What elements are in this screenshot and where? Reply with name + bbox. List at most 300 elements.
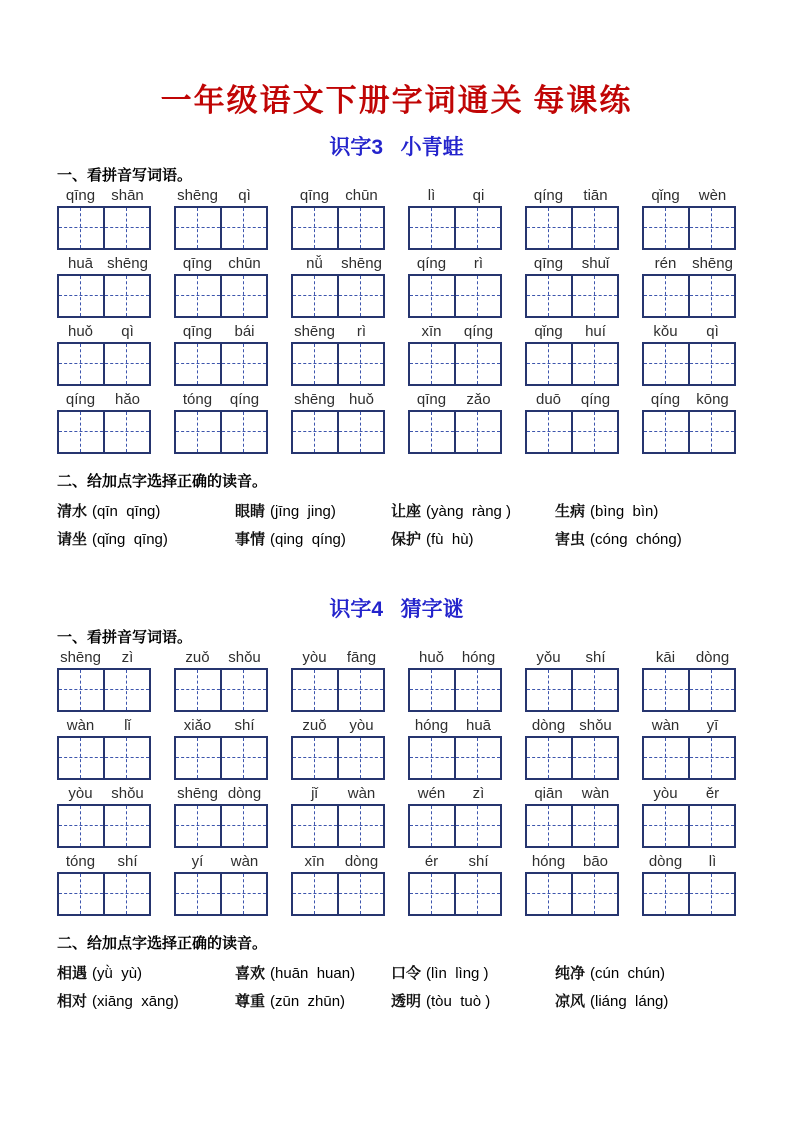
writing-grid: [408, 206, 502, 250]
pinyin-syllable-2: wàn: [347, 785, 376, 802]
pinyin-syllable-2: lǐ: [124, 717, 131, 734]
pinyin-grid-row: [57, 648, 736, 716]
pinyin-syllable-1: huǒ: [418, 649, 445, 666]
pinyin-label: [174, 852, 268, 872]
pronunciation-choices: [57, 498, 736, 554]
writing-grid: [525, 206, 619, 250]
grid-cell: [103, 344, 149, 384]
word-write-group: [57, 254, 151, 322]
pinyin-grid-row: [57, 852, 736, 920]
pinyin-syllable-1: yǒu: [536, 649, 561, 666]
writing-grid: [291, 274, 385, 318]
word-write-group: [174, 254, 268, 322]
pinyin-label: [57, 784, 151, 804]
pinyin-label: [174, 784, 268, 804]
pinyin-syllable-1: huā: [67, 255, 94, 272]
pinyin-grid-rows: [57, 186, 736, 458]
writing-grid: [174, 206, 268, 250]
word-write-group: [291, 852, 385, 920]
grid-cell: [293, 874, 337, 914]
pinyin-syllable-2: chūn: [345, 187, 378, 204]
pinyin-label: [174, 648, 268, 668]
pinyin-label: [57, 254, 151, 274]
grid-cell: [337, 670, 383, 710]
grid-cell: [688, 276, 734, 316]
grid-cell: [454, 670, 500, 710]
word-write-group: [57, 852, 151, 920]
writing-grid: [57, 342, 151, 386]
writing-grid: [525, 410, 619, 454]
grid-cell: [644, 276, 688, 316]
grid-cell: [220, 738, 266, 778]
pinyin-syllable-2: qíng: [229, 391, 260, 408]
grid-cell: [644, 208, 688, 248]
pinyin-syllable-1: wén: [417, 785, 446, 802]
pinyin-syllable-2: zì: [472, 785, 485, 802]
grid-cell: [176, 874, 220, 914]
grid-cell: [410, 738, 454, 778]
pinyin-syllable-1: kǒu: [653, 323, 678, 340]
pinyin-label: [642, 322, 736, 342]
pinyin-syllable-1: qīng: [299, 187, 330, 204]
pinyin-syllable-2: qíng: [580, 391, 611, 408]
grid-cell: [454, 276, 500, 316]
pinyin-syllable-2: yòu: [349, 717, 374, 734]
writing-grid: [57, 668, 151, 712]
grid-cell: [454, 874, 500, 914]
pinyin-syllable-1: qīng: [182, 323, 213, 340]
grid-cell: [688, 208, 734, 248]
part2-heading: 二、给加点字选择正确的读音。: [57, 935, 268, 952]
pinyin-syllable-1: yòu: [302, 649, 327, 666]
word-write-group: [642, 852, 736, 920]
pinyin-syllable-2: huí: [585, 323, 606, 340]
grid-cell: [454, 344, 500, 384]
pinyin-label: [525, 322, 619, 342]
choice-word: 喜欢: [235, 965, 266, 982]
pinyin-syllable-1: xīn: [421, 323, 442, 340]
pinyin-syllable-1: dòng: [531, 717, 566, 734]
pinyin-syllable-2: zì: [121, 649, 134, 666]
pinyin-syllable-2: huǒ: [348, 391, 375, 408]
choice-options: (yǜ yù): [92, 965, 143, 982]
grid-cell: [571, 738, 617, 778]
pinyin-label: [174, 390, 268, 410]
choice-item: [555, 960, 736, 988]
pinyin-label: [174, 716, 268, 736]
grid-cell: [176, 344, 220, 384]
pinyin-label: [291, 322, 385, 342]
pinyin-syllable-2: shí: [468, 853, 489, 870]
choice-word: 让座: [391, 503, 422, 520]
writing-grid: [642, 206, 736, 250]
pinyin-label: [408, 322, 502, 342]
choice-options: (xiāng xāng): [92, 993, 179, 1010]
grid-cell: [527, 412, 571, 452]
choice-options: (qǐng qīng): [92, 531, 168, 548]
choice-item: [235, 526, 391, 554]
pinyin-grid-row: [57, 186, 736, 254]
word-write-group: [408, 716, 502, 784]
pinyin-syllable-2: qì: [706, 323, 719, 340]
word-write-group: [174, 390, 268, 458]
choice-options: (fù hù): [426, 531, 474, 548]
pinyin-syllable-1: qīng: [416, 391, 447, 408]
pinyin-label: [642, 648, 736, 668]
pinyin-syllable-2: dòng: [695, 649, 730, 666]
grid-cell: [103, 738, 149, 778]
choice-word: 凉风: [555, 993, 586, 1010]
pinyin-syllable-1: yòu: [653, 785, 678, 802]
grid-cell: [220, 208, 266, 248]
grid-cell: [688, 670, 734, 710]
pinyin-syllable-1: wàn: [651, 717, 680, 734]
choice-options: (cún chún): [590, 965, 666, 982]
pinyin-syllable-2: shǒu: [111, 785, 144, 802]
word-write-group: [642, 784, 736, 852]
choice-item: [235, 988, 391, 1016]
pinyin-syllable-1: qíng: [650, 391, 681, 408]
writing-grid: [57, 736, 151, 780]
pinyin-syllable-1: shēng: [177, 187, 218, 204]
grid-cell: [644, 806, 688, 846]
grid-cell: [571, 806, 617, 846]
grid-cell: [59, 806, 103, 846]
grid-cell: [220, 670, 266, 710]
choice-item: [391, 498, 555, 526]
pinyin-label: [642, 186, 736, 206]
pinyin-syllable-1: rén: [654, 255, 677, 272]
word-write-group: [291, 784, 385, 852]
pinyin-label: [408, 186, 502, 206]
grid-cell: [527, 670, 571, 710]
grid-cell: [410, 344, 454, 384]
writing-grid: [408, 804, 502, 848]
pinyin-label: [291, 254, 385, 274]
pinyin-syllable-2: shǒu: [228, 649, 261, 666]
pinyin-label: [57, 390, 151, 410]
pinyin-grid-row: [57, 322, 736, 390]
pinyin-syllable-2: lì: [708, 853, 717, 870]
word-write-group: [174, 852, 268, 920]
pinyin-syllable-2: dòng: [227, 785, 262, 802]
writing-grid: [291, 206, 385, 250]
grid-cell: [410, 874, 454, 914]
grid-cell: [527, 738, 571, 778]
grid-cell: [103, 806, 149, 846]
writing-grid: [525, 668, 619, 712]
grid-cell: [103, 276, 149, 316]
grid-cell: [220, 806, 266, 846]
pinyin-label: [57, 322, 151, 342]
word-write-group: [642, 716, 736, 784]
pinyin-syllable-2: tiān: [583, 187, 608, 204]
pinyin-syllable-1: huǒ: [67, 323, 94, 340]
pinyin-syllable-2: dòng: [344, 853, 379, 870]
grid-cell: [293, 208, 337, 248]
writing-grid: [642, 274, 736, 318]
word-write-group: [408, 322, 502, 390]
grid-cell: [644, 738, 688, 778]
pinyin-syllable-2: ěr: [705, 785, 720, 802]
choice-word: 纯净: [555, 965, 586, 982]
pinyin-label: [408, 784, 502, 804]
pinyin-syllable-2: shān: [111, 187, 144, 204]
pinyin-syllable-2: bāo: [582, 853, 609, 870]
grid-cell: [176, 670, 220, 710]
pinyin-label: [408, 254, 502, 274]
choice-word: 眼睛: [235, 503, 266, 520]
grid-cell: [644, 344, 688, 384]
grid-cell: [644, 412, 688, 452]
choice-options: (zūn zhūn): [270, 993, 346, 1010]
pinyin-label: [642, 852, 736, 872]
writing-grid: [291, 410, 385, 454]
pinyin-label: [408, 648, 502, 668]
choice-item: [391, 988, 555, 1016]
pronunciation-choices: [57, 960, 736, 1016]
grid-cell: [454, 738, 500, 778]
word-write-group: [174, 716, 268, 784]
choice-row: [57, 988, 736, 1016]
writing-grid: [408, 872, 502, 916]
grid-cell: [220, 412, 266, 452]
choice-options: (huān huan): [270, 965, 356, 982]
choice-word: 透明: [391, 993, 422, 1010]
grid-cell: [527, 806, 571, 846]
choice-item: [235, 960, 391, 988]
pinyin-label: [525, 716, 619, 736]
grid-cell: [103, 208, 149, 248]
grid-cell: [293, 806, 337, 846]
choice-item: [57, 498, 235, 526]
word-write-group: [408, 852, 502, 920]
grid-cell: [103, 874, 149, 914]
pinyin-syllable-2: yī: [706, 717, 719, 734]
pinyin-syllable-1: qiān: [534, 785, 563, 802]
pinyin-syllable-2: hǎo: [114, 391, 141, 408]
grid-cell: [337, 806, 383, 846]
choice-options: (qing qíng): [270, 531, 346, 548]
pinyin-label: [174, 254, 268, 274]
choice-word: 请坐: [57, 531, 88, 548]
grid-cell: [337, 344, 383, 384]
choice-item: [235, 498, 391, 526]
pinyin-syllable-1: kāi: [655, 649, 676, 666]
pinyin-syllable-2: shēng: [341, 255, 382, 272]
writing-grid: [525, 804, 619, 848]
choice-item: [391, 526, 555, 554]
writing-grid: [174, 804, 268, 848]
grid-cell: [454, 806, 500, 846]
pinyin-syllable-1: yí: [191, 853, 204, 870]
grid-cell: [410, 806, 454, 846]
word-write-group: [291, 716, 385, 784]
choice-row: [57, 498, 736, 526]
pinyin-grid-row: [57, 390, 736, 458]
writing-grid: [174, 342, 268, 386]
word-write-group: [57, 390, 151, 458]
word-write-group: [57, 648, 151, 716]
pinyin-label: [408, 716, 502, 736]
choice-options: (liáng láng): [590, 993, 669, 1010]
writing-grid: [174, 410, 268, 454]
writing-grid: [57, 274, 151, 318]
pinyin-syllable-2: huā: [465, 717, 492, 734]
grid-cell: [571, 344, 617, 384]
grid-cell: [337, 874, 383, 914]
grid-cell: [59, 738, 103, 778]
writing-grid: [525, 274, 619, 318]
word-write-group: [174, 784, 268, 852]
choice-word: 口令: [391, 965, 422, 982]
word-write-group: [525, 322, 619, 390]
pinyin-syllable-2: chūn: [228, 255, 261, 272]
pinyin-syllable-2: shí: [585, 649, 606, 666]
writing-grid: [525, 342, 619, 386]
word-write-group: [57, 784, 151, 852]
word-write-group: [525, 254, 619, 322]
choice-word: 清水: [57, 503, 88, 520]
grid-cell: [454, 208, 500, 248]
pinyin-syllable-2: shǒu: [579, 717, 612, 734]
writing-grid: [57, 872, 151, 916]
writing-grid: [174, 274, 268, 318]
grid-cell: [176, 738, 220, 778]
choice-options: (tòu tuò ): [426, 993, 491, 1010]
pinyin-syllable-1: qíng: [533, 187, 564, 204]
pinyin-syllable-1: tóng: [182, 391, 213, 408]
pinyin-syllable-1: tóng: [65, 853, 96, 870]
grid-cell: [59, 344, 103, 384]
pinyin-syllable-2: bái: [234, 323, 255, 340]
pinyin-label: [174, 322, 268, 342]
word-write-group: [525, 852, 619, 920]
grid-cell: [337, 276, 383, 316]
word-write-group: [642, 390, 736, 458]
choice-word: 事情: [235, 531, 266, 548]
pinyin-syllable-1: qīng: [182, 255, 213, 272]
pinyin-syllable-1: hóng: [531, 853, 566, 870]
writing-grid: [174, 736, 268, 780]
pinyin-syllable-1: qīng: [533, 255, 564, 272]
pinyin-syllable-1: xīn: [304, 853, 325, 870]
pinyin-label: [642, 254, 736, 274]
grid-cell: [688, 412, 734, 452]
pinyin-syllable-2: shēng: [692, 255, 733, 272]
writing-grid: [291, 736, 385, 780]
grid-cell: [688, 344, 734, 384]
choice-word: 害虫: [555, 531, 586, 548]
pinyin-label: [57, 186, 151, 206]
writing-grid: [642, 804, 736, 848]
pinyin-syllable-1: nǚ: [306, 255, 323, 272]
choice-item: [57, 988, 235, 1016]
word-write-group: [57, 186, 151, 254]
grid-cell: [176, 208, 220, 248]
choice-item: [391, 960, 555, 988]
part1-heading: 一、看拼音写词语。: [57, 629, 193, 646]
word-write-group: [291, 254, 385, 322]
word-write-group: [642, 186, 736, 254]
choice-options: (lìn lìng ): [426, 965, 489, 982]
pinyin-label: [408, 390, 502, 410]
pinyin-syllable-1: shēng: [294, 323, 335, 340]
pinyin-label: [291, 784, 385, 804]
grid-cell: [176, 412, 220, 452]
grid-cell: [220, 344, 266, 384]
word-write-group: [642, 322, 736, 390]
pinyin-grid-row: [57, 784, 736, 852]
choice-options: (cóng chóng): [590, 531, 682, 548]
grid-cell: [410, 208, 454, 248]
pinyin-syllable-1: ér: [424, 853, 439, 870]
word-write-group: [291, 390, 385, 458]
grid-cell: [176, 276, 220, 316]
pinyin-syllable-1: wàn: [66, 717, 95, 734]
choice-item: [555, 526, 736, 554]
pinyin-grid-row: [57, 716, 736, 784]
pinyin-syllable-1: zuǒ: [302, 717, 327, 734]
pinyin-syllable-1: shēng: [177, 785, 218, 802]
word-write-group: [291, 186, 385, 254]
grid-cell: [59, 874, 103, 914]
grid-cell: [644, 874, 688, 914]
pinyin-label: [291, 716, 385, 736]
pinyin-syllable-1: zuǒ: [185, 649, 210, 666]
pinyin-grid-row: [57, 254, 736, 322]
page-title: 一年级语文下册字词通关 每课练: [160, 83, 633, 118]
pinyin-syllable-1: duō: [535, 391, 562, 408]
writing-grid: [408, 274, 502, 318]
pinyin-label: [525, 852, 619, 872]
pinyin-grid-rows: [57, 648, 736, 920]
pinyin-syllable-2: wàn: [230, 853, 259, 870]
grid-cell: [293, 670, 337, 710]
pinyin-syllable-1: xiǎo: [183, 717, 212, 734]
word-write-group: [408, 186, 502, 254]
pinyin-label: [525, 254, 619, 274]
grid-cell: [571, 874, 617, 914]
word-write-group: [57, 716, 151, 784]
pinyin-syllable-2: qíng: [463, 323, 494, 340]
word-write-group: [525, 186, 619, 254]
grid-cell: [293, 344, 337, 384]
grid-cell: [571, 670, 617, 710]
pinyin-syllable-1: qíng: [65, 391, 96, 408]
grid-cell: [527, 874, 571, 914]
pinyin-syllable-2: shí: [234, 717, 255, 734]
pinyin-syllable-2: qì: [121, 323, 134, 340]
grid-cell: [571, 276, 617, 316]
pinyin-syllable-2: shēng: [107, 255, 148, 272]
writing-grid: [642, 342, 736, 386]
pinyin-label: [174, 186, 268, 206]
pinyin-label: [291, 852, 385, 872]
word-write-group: [291, 648, 385, 716]
pinyin-syllable-2: shí: [117, 853, 138, 870]
choice-item: [57, 960, 235, 988]
pinyin-syllable-2: shuǐ: [581, 255, 610, 272]
grid-cell: [293, 412, 337, 452]
word-write-group: [642, 254, 736, 322]
writing-grid: [291, 804, 385, 848]
choice-options: (qīn qīng): [92, 503, 161, 520]
grid-cell: [454, 412, 500, 452]
pinyin-syllable-1: yòu: [68, 785, 93, 802]
pinyin-label: [57, 716, 151, 736]
word-write-group: [174, 322, 268, 390]
